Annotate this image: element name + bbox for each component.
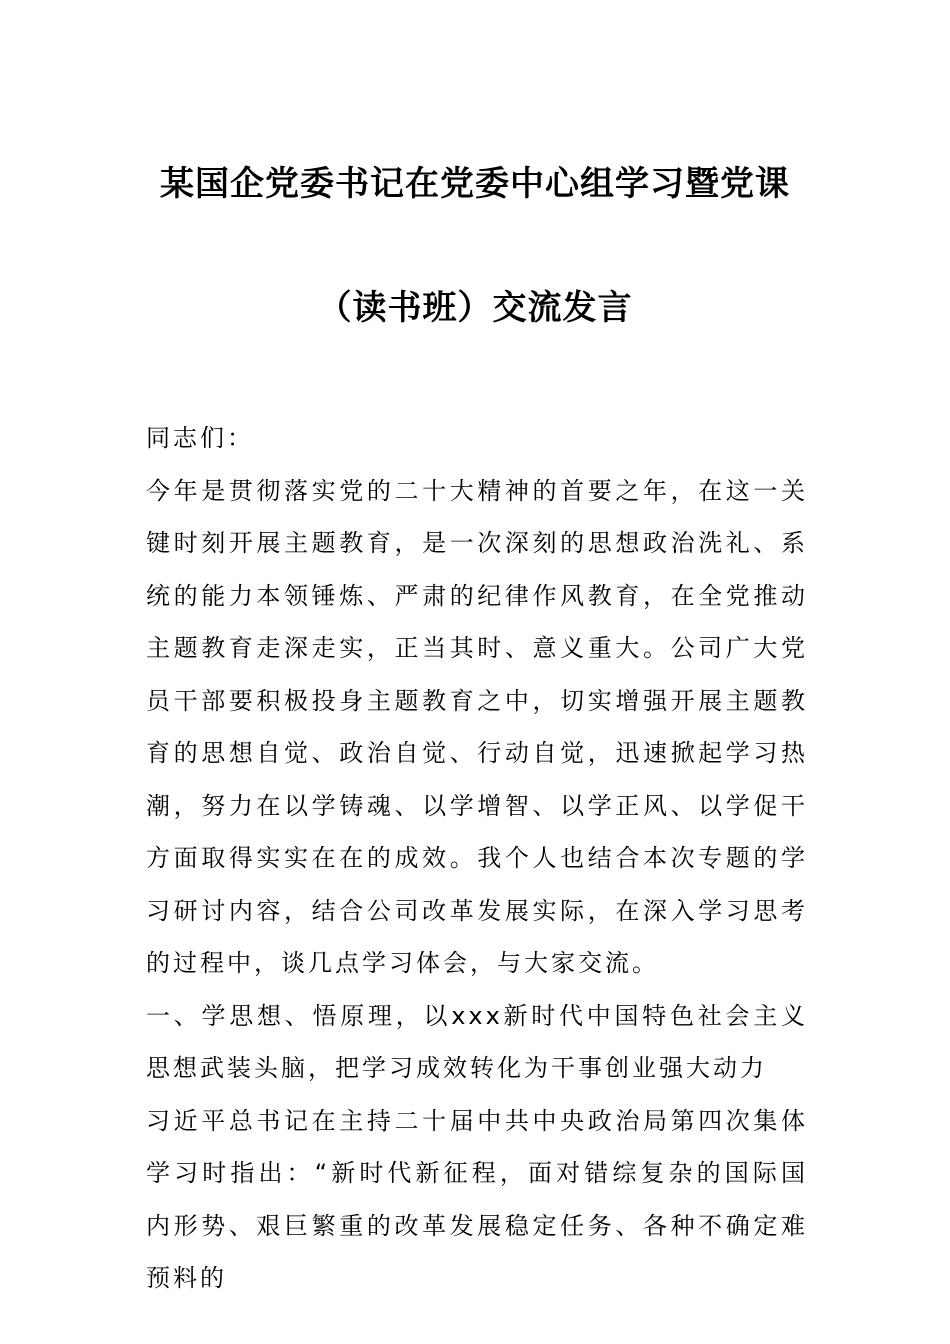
document-title-line-1: 某国企党委书记在党委中心组学习暨党课 <box>160 164 790 204</box>
paragraph-section-1: 习近平总书记在主持二十届中共中央政治局第四次集体学习时指出：“新时代新征程，面对错综复杂的国际国内形势、艰巨繁重的改革发展稳定任务、各种不确定难预料的 <box>146 1106 808 1292</box>
greeting: 同志们： <box>146 424 254 452</box>
document-title-line-2: （读书班）交流发言 <box>317 288 633 328</box>
paragraph-intro: 今年是贯彻落实党的二十大精神的首要之年，在这一关键时刻开展主题教育，是一次深刻的思想政治洗礼、系统的能力本领锤炼、严肃的纪律作风教育，在全党推动主题教育走深走实，正当其时、意义重大。公司广大党员干部要积极投身主题教育之中，切实增强开展主题教育的思想自觉、政治自觉、行动自觉，迅速掀起学习热潮，努力在以学铸魂、以学增智、以学正风、以学促干方面取得实实在在的成效。我个人也结合本次专题的学习研讨内容，结合公司改革发展实际，在深入学习思考的过程中，谈几点学习体会，与大家交流。 <box>146 476 808 977</box>
document-body <box>146 412 808 1305</box>
section-heading-1: 一、学思想、悟原理，以xxx新时代中国特色社会主义思想武装头脑，把学习成效转化为干事创业强大动力 <box>146 1001 808 1082</box>
